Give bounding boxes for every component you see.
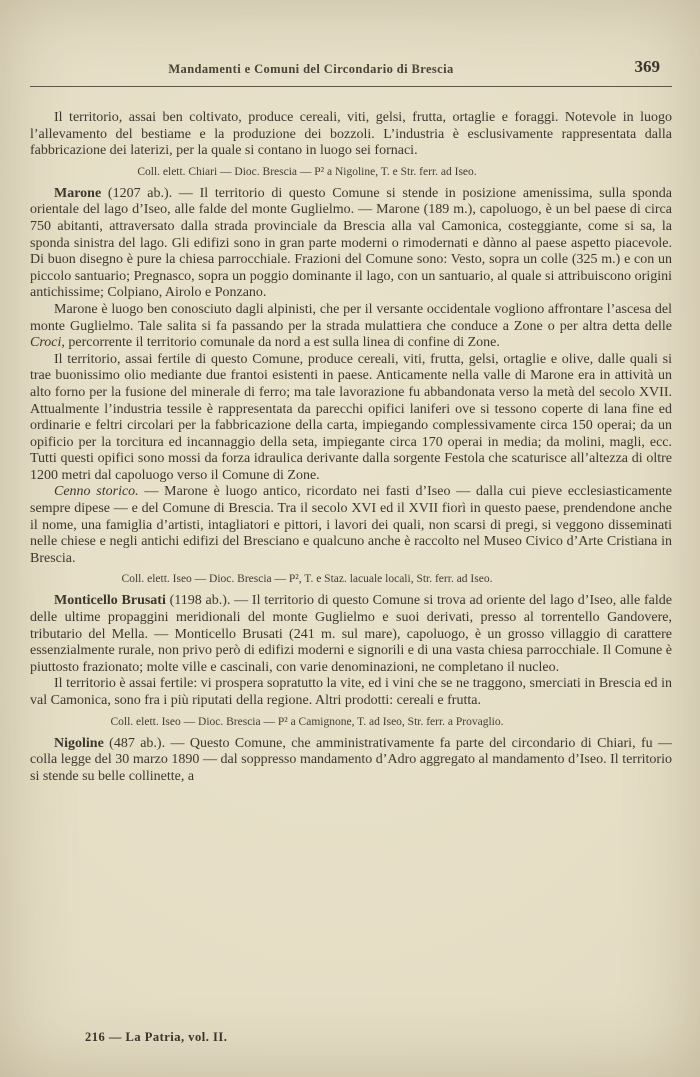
note-coll-elett-iseo-marone — [30, 573, 672, 586]
text-run: (1207 ab.). — Il territorio di questo Comune si stende in posizione amenissima, sulla sponda orientale del lago d’Iseo, alle falde del monte Guglielmo. — Marone (189 m.), capoluogo, è un bel paese di circa 750 abitanti, attraversato dalla strada provinciale da Brescia alla val Camonica, costeggiante, come si sa, la sponda sinistra del lago. Gli edifizi sono in gran parte moderni o rimodernati e dànno al paese aspetto piacevole. Di buon disegno è pure la chiesa parrocchiale. Frazioni del Comune sono: Vesto, sopra un colle (325 m.) e con un piccolo santuario; Pregnasco, sopra un poggio dominante il lago, con un santuario, al quale si attribuiscono origini antichissime; Colpiano, Airolo e Ponzano. — [30, 185, 672, 301]
text-run: 216 — — [85, 1030, 126, 1044]
note-coll-elett-iseo-monticello — [30, 716, 672, 729]
para-marone-cenno-storico — [30, 484, 672, 567]
para-marone-intro — [30, 186, 672, 302]
text-run: Il territorio, assai fertile di questo Comune, produce cereali, viti, frutta, gelsi, ortaglie e olive, dalle quali si trae buonissimo olio mediante due frantoi esistenti in paese. Anticamente nella valle di Marone era in attività un alto forno per la fusione del minerale di ferro; ma tale lavorazione fu abbandonata verso la metà del secolo XVII. Attualmente l’industria tessile è rappresentata da parecchi opifici laniferi ove si tessono coperte di lana fine ed ordinarie e feltri circolari per la fabbricazione della carta, impiegando complessivamente circa 150 operai; da un opificio per la torcitura ed incannaggio della seta, impiegante circa 170 operai in media; da molini, magli, ecc. Tutti questi opifici sono mossi da forza idraulica derivante dalla sorgente Festola che scaturisce all’altezza di oltre 1200 metri dal capoluogo verso il Comune di Zone. — [30, 351, 672, 483]
running-head-title: Mandamenti e Comuni del Circondario di Brescia — [168, 62, 454, 76]
para-marone-alpinisti — [30, 302, 672, 352]
text-run: Il territorio, assai ben coltivato, produce cereali, viti, gelsi, frutta, ortaglie e foraggi. Notevole in luogo l’allevamento del bestiame e la produzione dei bozzoli. L’industria è esclusivamente rappresentata dalla fabbricazione dei laterizi, per la quale si contano in luogo sei fornaci. — [30, 110, 672, 159]
text-run: Coll. elett. Chiari — Dioc. Brescia — P² a Nigoline, T. e Str. ferr. ad Iseo. — [137, 165, 477, 178]
para-nigoline-intro — [30, 736, 672, 786]
text-run: , vol. II. — [181, 1030, 228, 1044]
text-run: — Marone è luogo antico, ricordato nei fasti d’Iseo — dalla cui pieve ecclesiasticamente sempre dipese — e del Comune di Brescia. Tra il secolo XVI ed il XVII fiorì in questo paese, prendendone anche il nome, una famiglia d’artisti, intagliatori e pittori, i lavori dei quali, non scarsi di pregi, si veggono disseminati nelle chiese e negli antichi edifizi del Bresciano e qualcuno anche è raccolto nel Museo Civico d’Arte Cristiana in Brescia. — [30, 484, 672, 566]
text-run: Coll. elett. Iseo — Dioc. Brescia — P², T. e Staz. lacuale locali, Str. ferr. ad Iseo. — [121, 573, 493, 586]
note-coll-elett-chiari — [30, 166, 672, 179]
para-monticello-brusati-intro — [30, 593, 672, 676]
page-number: 369 — [634, 57, 660, 76]
running-head — [30, 57, 672, 87]
para-monticello-territorio — [30, 676, 672, 709]
text-run: (487 ab.). — Questo Comune, che amministrativamente fa parte del circondario di Chiari, fu — colla legge del 30 marzo 1890 — dal soppresso mandamento d’Adro aggregato al mandamento d’Iseo. Il territorio si stende su belle collinette, a — [30, 735, 672, 784]
text-run: Marone è luogo ben conosciuto dagli alpinisti, che per il versante occidentale vogliono affrontare l’ascesa del monte Guglielmo. Tale salita si fa passando per la strada mulattiera che conduce a Zone o per altra detta delle — [30, 301, 672, 334]
text-run: Nigoline — [54, 735, 104, 751]
text-run: Marone — [54, 185, 102, 201]
text-run: Coll. elett. Iseo — Dioc. Brescia — P² a Camignone, T. ad Iseo, Str. ferr. a Provaglio. — [110, 715, 504, 728]
page-footer — [85, 1030, 227, 1045]
text-run: (1198 ab.). — Il territorio di questo Comune si trova ad oriente del lago d’Iseo, alle falde delle ultime propaggini meridionali del monte Guglielmo e suoi derivati, presso al torrentello Gandovere, tributario del Mella. — Monticello Brusati (241 m. sul mare), capoluogo, è un grosso villaggio di carattere essenzialmente rurale, non privo però di edifizi moderni e signorili e di una vasta chiesa parrocchiale. Il Comune è piuttosto frazionato; molte ville e cascinali, con varie denominazioni, ne completano il nucleo. — [30, 593, 672, 675]
para-marone-territorio-industria — [30, 352, 672, 485]
text-run: Croci — [30, 335, 62, 351]
text-run: , percorrente il territorio comunale da nord a est sulla linea di confine di Zone. — [61, 335, 500, 351]
page-body — [30, 110, 672, 785]
para-territorio-coltivato — [30, 110, 672, 160]
text-run: Il territorio è assai fertile: vi prospera sopratutto la vite, ed i vini che se ne traggono, smerciati in Brescia ed in val Camonica, sono fra i più riputati della regione. Altri prodotti: cereali e frutta. — [30, 676, 672, 708]
header-rule — [30, 86, 672, 87]
text-run: Cenno storico. — [54, 484, 139, 500]
text-run: La Patria — [125, 1030, 182, 1044]
text-run: Monticello Brusati — [54, 593, 166, 609]
